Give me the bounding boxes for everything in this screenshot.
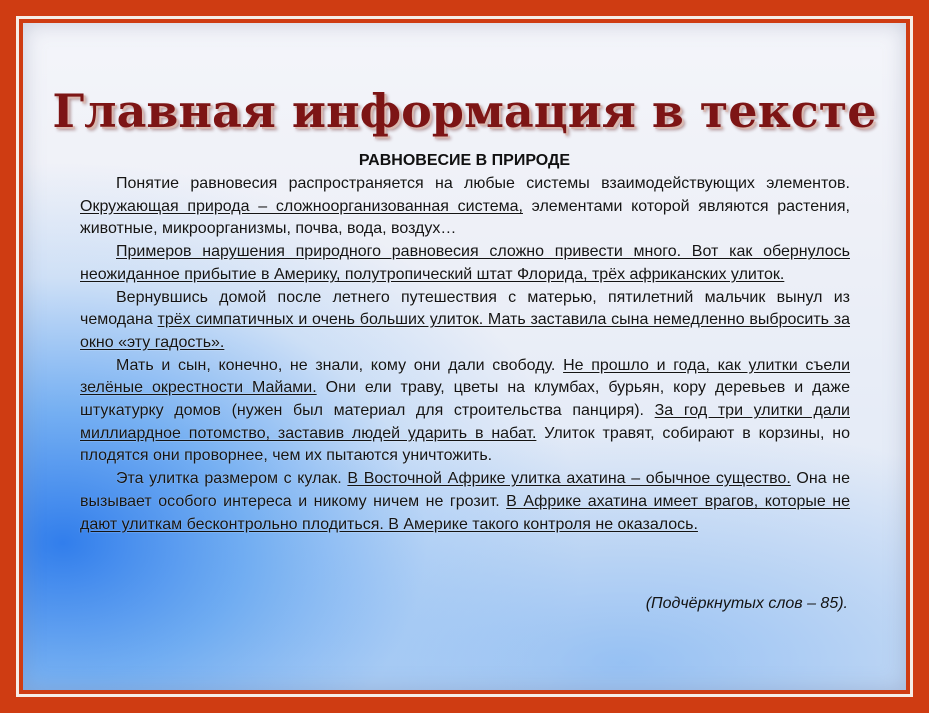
underlined-phrase: трёх симпатичных и очень больших улиток. Мать заставила сына немедленно выбросить за окно «эту гадость». xyxy=(80,311,850,351)
article-body xyxy=(80,173,850,536)
text-segment: Понятие равновесия распространяется на любые системы взаимодействующих элементов. xyxy=(116,175,850,192)
underlined-phrase: Примеров нарушения природного равновесия сложно привести много. Вот как обернулось неожиданное прибытие в Америку, полутропический штат Флорида, трёх африканских улиток. xyxy=(80,243,850,283)
text-segment: Они ели траву, цветы на клумбах, бурьян, кору деревьев и даже штукатурку домов (нужен был материал для строительства панциря). xyxy=(80,379,851,420)
text-heading: РАВНОВЕСИЕ В ПРИРОДЕ xyxy=(358,152,571,169)
page-title: Главная информация в тексте xyxy=(52,84,877,138)
text-segment: Эта улитка размером с кулак. xyxy=(116,470,348,488)
underlined-phrase: В Африке ахатина имеет врагов, которые не дают улиткам бесконтрольно плодиться. В Америке такого контроля не оказалось. xyxy=(80,492,851,533)
underlined-phrase: За год три улитки дали миллиардное потомство, заставив людей ударить в набат. xyxy=(80,402,850,442)
paragraph xyxy=(80,355,850,469)
text-segment: Вернувшись домой после летнего путешествия с матерью, пятилетний мальчик вынул из чемодана xyxy=(80,288,850,329)
paragraph xyxy=(80,241,850,286)
underlined-phrase: Окружающая природа – сложноорганизованная система, xyxy=(80,197,523,215)
paragraph xyxy=(80,173,850,241)
text-segment: элементами которой являются растения, животные, микроорганизмы, почва, вода, воздух… xyxy=(80,197,850,238)
text-segment: Она не вызывает особого интереса и никому ничем не грозит. xyxy=(80,470,850,510)
paragraph xyxy=(80,468,850,536)
slide-card xyxy=(23,23,906,690)
text-segment: Мать и сын, конечно, не знали, кому они дали свободу. xyxy=(116,356,564,374)
underlined-phrase: В Восточной Африке улитка ахатина – обычное существо. xyxy=(347,470,791,488)
underlined-count-note: (Подчёркнутых слов – 85). xyxy=(645,595,848,612)
paragraph xyxy=(80,287,850,355)
text-segment: Улиток травят, собирают в корзины, но плодятся они проворнее, чем их пытаются уничтожить. xyxy=(80,424,850,465)
underlined-phrase: Не прошло и года, как улитки съели зелёные окрестности Майами. xyxy=(80,356,851,397)
